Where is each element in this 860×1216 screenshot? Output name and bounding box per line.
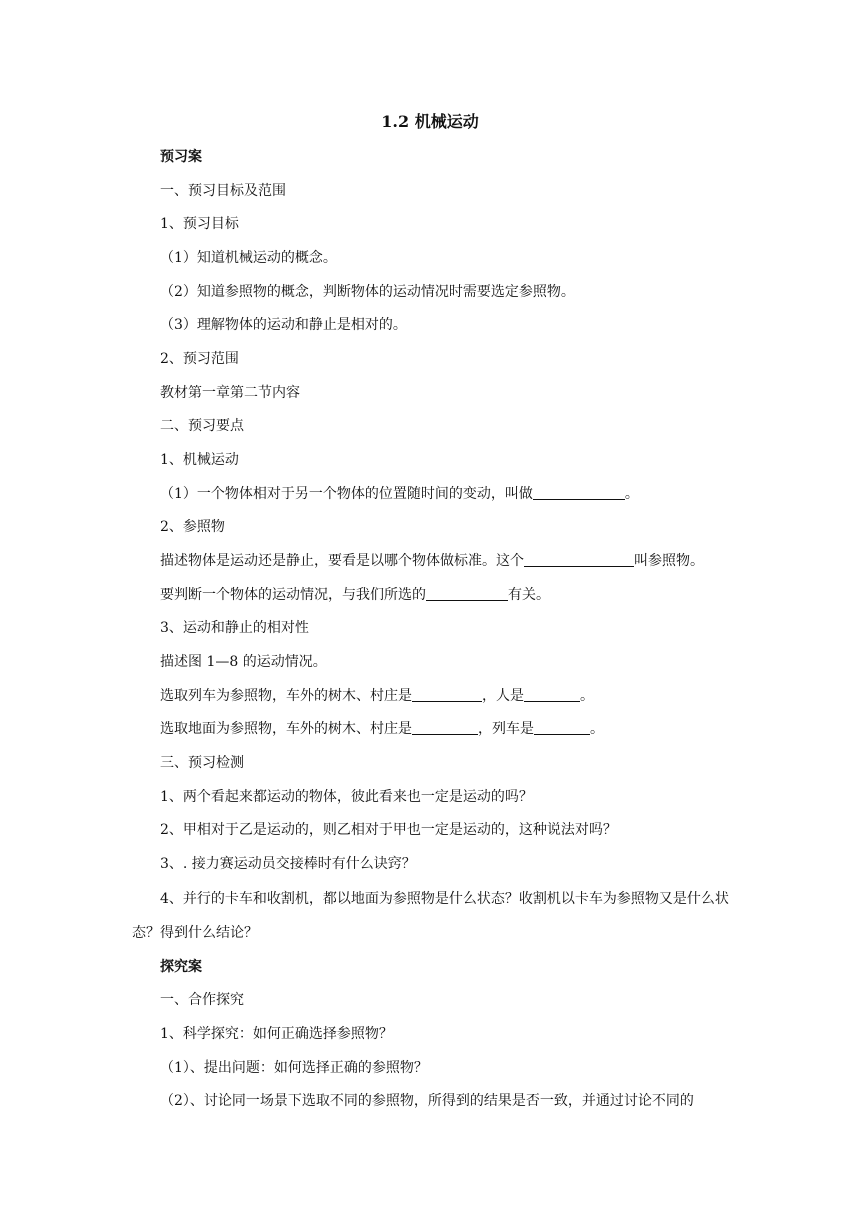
subheading-goals: 1、预习目标 [160,216,239,232]
answer-blank[interactable] [426,585,508,601]
goal-item-1: （1）知道机械运动的概念。 [160,250,337,266]
figure-description: 描述图 1—8 的运动情况。 [160,654,327,670]
fill-blank-reference [160,550,740,572]
subheading-relativity: 3、运动和静止的相对性 [160,620,309,636]
fill-blank-ground-reference [160,718,740,740]
heading-preview-check: 三、预习检测 [160,755,244,771]
inquiry-step-1: （1）、提出问题：如何选择正确的参照物？ [160,1060,428,1076]
heading-goals-scope: 一、预习目标及范围 [160,183,286,199]
subheading-scope: 2、预习范围 [160,351,239,367]
question-3: 3、. 接力赛运动员交接棒时有什么诀窍？ [160,856,416,872]
fill-text: 有关。 [508,587,550,603]
question-4: 4、并行的卡车和收割机，都以地面为参照物是什么状态？收割机以卡车为参照物又是什么状态？得到什么结论？ [132,891,729,941]
fill-text: 。 [590,721,604,737]
question-1: 1、两个看起来都运动的物体，彼此看来也一定是运动的吗？ [160,789,533,805]
heading-key-points: 二、预习要点 [160,418,244,434]
fill-text: ，列车是 [478,721,534,737]
inquiry-item-1: 1、科学探究：如何正确选择参照物？ [160,1026,393,1042]
fill-text: （1）一个物体相对于另一个物体的位置随时间的变动，叫做 [160,486,533,502]
fill-blank-choice [160,584,740,606]
fill-text: 选取地面为参照物，车外的树木、村庄是 [160,721,412,737]
scope-text: 教材第一章第二节内容 [160,385,300,401]
fill-text: 。 [580,688,594,704]
answer-blank[interactable] [524,686,580,702]
subheading-reference-object: 2、参照物 [160,519,225,535]
answer-blank[interactable] [533,484,625,500]
subheading-mechanical-motion: 1、机械运动 [160,452,239,468]
answer-blank[interactable] [524,551,634,567]
fill-text: 。 [624,486,639,502]
section-heading-preview: 预习案 [160,149,202,165]
goal-item-2: （2）知道参照物的概念，判断物体的运动情况时需要选定参照物。 [160,284,575,300]
fill-text: 选取列车为参照物，车外的树木、村庄是 [160,688,412,704]
fill-text: 描述物体是运动还是静止，要看是以哪个物体做标准。这个 [160,553,524,569]
fill-text: 要判断一个物体的运动情况，与我们所选的 [160,587,426,603]
heading-cooperative-inquiry: 一、合作探究 [160,992,244,1008]
fill-text: ，人是 [482,688,524,704]
fill-text: 叫参照物。 [634,553,704,569]
page-title: 1.2 机械运动 [381,112,479,131]
fill-blank-definition [160,483,740,505]
answer-blank[interactable] [534,719,590,735]
inquiry-step-2: （2）、讨论同一场景下选取不同的参照物，所得到的结果是否一致，并通过讨论不同的 [160,1093,694,1109]
goal-item-3: （3）理解物体的运动和静止是相对的。 [160,317,407,333]
fill-blank-train-reference [160,685,740,707]
answer-blank[interactable] [412,686,482,702]
answer-blank[interactable] [412,719,478,735]
question-2: 2、甲相对于乙是运动的，则乙相对于甲也一定是运动的，这种说法对吗？ [160,822,617,838]
section-heading-explore: 探究案 [160,959,202,975]
